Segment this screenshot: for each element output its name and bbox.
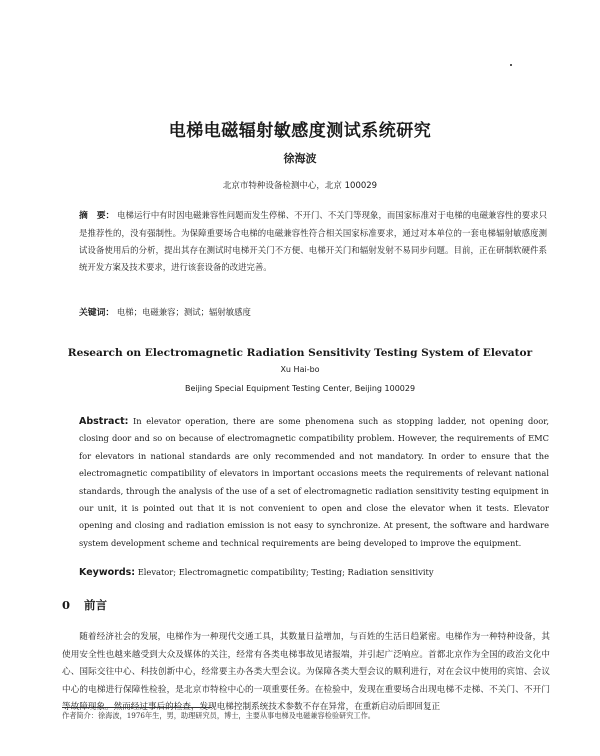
section-heading [62,597,107,613]
affiliation-cn: 北京市特种设备检测中心，北京 100029 [222,181,378,191]
footnote-divider [62,707,212,708]
abstract-cn-text: 电梯运行中有时因电磁兼容性问题而发生停梯、不开门、不关门等现象，而国家标准对于电梯的电磁兼容性的要求只是推荐性的，没有强制性。为保障重要场合电梯的电磁兼容性符合相关国家标准要求，通过对本单位的一套电梯辐射敏感度测试设备使用后的分析，提出其存在测试时电梯开关门不方便、电梯开关门和辐射发射不易同步问题。目前，正在研制软硬件系统开发方案及技术要求，进行该套设备的改进完善。 [79,210,547,272]
paper-title-en: Research on Electromagnetic Radiation Sensitivity Testing System of Elevator [67,347,533,359]
abstract-en [79,413,549,552]
scan-speck [510,64,512,66]
paper-title-cn: 电梯电磁辐射敏感度测试系统研究 [168,121,432,141]
author-en: Xu Hai-bo [280,365,320,374]
keywords-en-label: Keywords: [79,567,136,578]
body-paragraph: 随着经济社会的发展，电梯作为一种现代交通工具，其数量日益增加，与百姓的生活日趋紧密。电梯作为一种特种设备，其使用安全性也越来越受到大众及媒体的关注，经常有各类电梯事故见诸报端，并引起广泛响应。首都北京作为全国的政治文化中心、国际交往中心、科技创新中心，经常要主办各类大型会议。为保障各类大型会议的顺利进行，对在会议中使用的宾馆、会议中心的电梯进行保障性检验，是北京市特检中心的一项重要任务。在检验中，发现在重要场合出现电梯不走梯、不关门、不开门等故障现象。然而经过事后的检查，发现电梯控制系统技术参数不存在异常，在重新启动后即回复正 [62,632,550,712]
keywords-cn-label: 关键词： [79,308,115,318]
affiliation-en: Beijing Special Equipment Testing Center, Beijing 100029 [184,384,416,393]
keywords-en [79,567,549,578]
keywords-en-text: Elevator; Electromagnetic compatibility; Testing; Radiation sensitivity [137,567,434,577]
abstract-cn [79,207,547,276]
abstract-en-label: Abstract: [79,416,129,427]
author-cn: 徐海波 [283,152,317,165]
keywords-cn-text: 电梯；电磁兼容；测试；辐射敏感度 [116,307,251,317]
keywords-cn [79,305,547,318]
section-title: 前言 [84,598,108,612]
abstract-en-text: In elevator operation, there are some phenomena such as stopping ladder, not opening door, closing door and so on because of electromagnetic compatibility problem. However, the requirements of EMC for elevators in national standards are only recommended and not mandatory. In order to ensure that the electromagnetic compatibility of elevators in important occasions meets the requirements of relevant national standards, through the analysis of the use of a set of electromagnetic radiation sensitivity testing equipment in our unit, it is pointed out that it is not convenient to open and close the elevator when it tests. Elevator opening and closing and radiation emission is not easy to synchronize. At present, the software and hardware system development scheme and technical requirements are being developed to improve the equipment. [79,416,549,548]
section-number: 0 [62,598,71,612]
footnote: 作者简介：徐海波，1976年生，男，助理研究员，博士，主要从事电梯及电磁兼容检验研究工作。 [62,711,375,720]
abstract-cn-label: 摘 要： [79,211,115,221]
